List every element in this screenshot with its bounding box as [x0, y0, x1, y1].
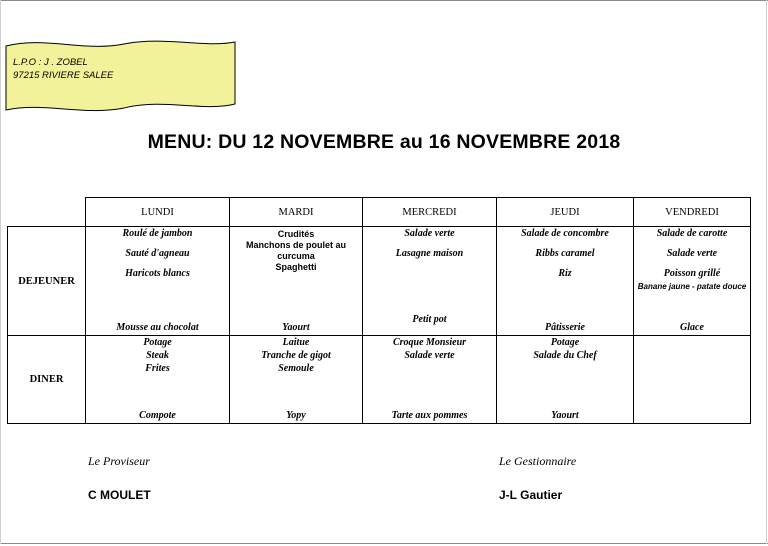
- menu-item: Riz: [558, 268, 572, 279]
- menu-item: Potage: [143, 337, 172, 348]
- menu-item: Crudités: [277, 229, 315, 239]
- menu-item: Poisson grillé: [663, 268, 721, 279]
- row-label-dejeuner: DEJEUNER: [8, 227, 86, 336]
- dessert: Yaourt: [551, 410, 579, 421]
- cell-diner-mardi: [230, 336, 363, 424]
- menu-item: Frites: [145, 363, 170, 374]
- menu-table: [7, 197, 751, 424]
- menu-item: Steak: [146, 350, 169, 361]
- menu-item: Ribbs caramel: [535, 248, 595, 259]
- page-right-border: [766, 0, 767, 544]
- dejeuner-row: [8, 227, 751, 336]
- menu-item: Roulé de jambon: [122, 228, 193, 239]
- menu-item: Tranche de gigot: [261, 350, 331, 361]
- day-header-mercredi: MERCREDI: [363, 198, 497, 227]
- signature-role-left: Le Proviseur: [88, 454, 150, 468]
- menu-item: Salade de concombre: [521, 228, 609, 239]
- menu-item: Haricots blancs: [125, 268, 190, 279]
- menu-item: Salade de carotte: [656, 228, 728, 239]
- menu-item: Salade verte: [404, 350, 455, 361]
- cell-dejeuner-mardi: [230, 227, 363, 336]
- menu-item: Salade verte: [404, 228, 455, 239]
- day-header-jeudi: JEUDI: [497, 198, 634, 227]
- dessert: Compote: [139, 410, 176, 421]
- dessert: Petit pot: [412, 314, 447, 325]
- cell-dejeuner-mercredi: [363, 227, 497, 336]
- cell-dejeuner-lundi: [86, 227, 230, 336]
- menu-item: Lasagne maison: [395, 248, 464, 259]
- school-banner: [4, 38, 238, 116]
- menu-item: Banane jaune - patate douce: [637, 282, 747, 291]
- page-top-border: [0, 0, 768, 1]
- menu-item: Semoule: [278, 363, 314, 374]
- day-header-mardi: MARDI: [230, 198, 363, 227]
- school-info: [13, 56, 113, 82]
- row-label-diner: DINER: [8, 336, 86, 424]
- cell-dejeuner-vendredi: [634, 227, 751, 336]
- menu-item: Manchons de poulet au curcuma: [245, 240, 346, 261]
- cell-diner-mercredi: [363, 336, 497, 424]
- school-address: 97215 RIVIERE SALEE: [13, 70, 114, 81]
- diner-row: [8, 336, 751, 424]
- day-header-lundi: LUNDI: [86, 198, 230, 227]
- dessert: Mousse au chocolat: [116, 322, 199, 333]
- menu-item: Potage: [550, 337, 580, 348]
- day-header-vendredi: VENDREDI: [634, 198, 751, 227]
- school-name: L.P.O : J . ZOBEL: [13, 57, 88, 68]
- menu-item: Salade verte: [666, 248, 718, 259]
- cell-diner-vendredi: [634, 336, 751, 424]
- menu-item: Croque Monsieur: [392, 337, 467, 348]
- cell-diner-lundi: [86, 336, 230, 424]
- dessert: Glace: [680, 322, 704, 333]
- menu-item: Salade du Chef: [533, 350, 597, 361]
- page-title: MENU: DU 12 NOVEMBRE au 16 NOVEMBRE 2018: [147, 131, 621, 153]
- signature-role-right: Le Gestionnaire: [499, 454, 577, 468]
- dessert: Pâtisserie: [545, 322, 585, 333]
- menu-item: Sauté d'agneau: [125, 248, 190, 259]
- signature-name-left: C MOULET: [88, 488, 151, 502]
- corner-cell: [8, 198, 86, 227]
- dessert: Yopy: [286, 410, 306, 421]
- menu-item: Laitue: [282, 337, 310, 348]
- dessert: Yaourt: [282, 322, 310, 333]
- page-left-border: [0, 0, 1, 544]
- dessert: Tarte aux pommes: [391, 410, 468, 421]
- page-bottom-border: [0, 543, 768, 544]
- header-row: [8, 198, 751, 227]
- cell-diner-jeudi: [497, 336, 634, 424]
- menu-item: Spaghetti: [275, 262, 317, 272]
- cell-dejeuner-jeudi: [497, 227, 634, 336]
- signature-name-right: J-L Gautier: [499, 488, 563, 502]
